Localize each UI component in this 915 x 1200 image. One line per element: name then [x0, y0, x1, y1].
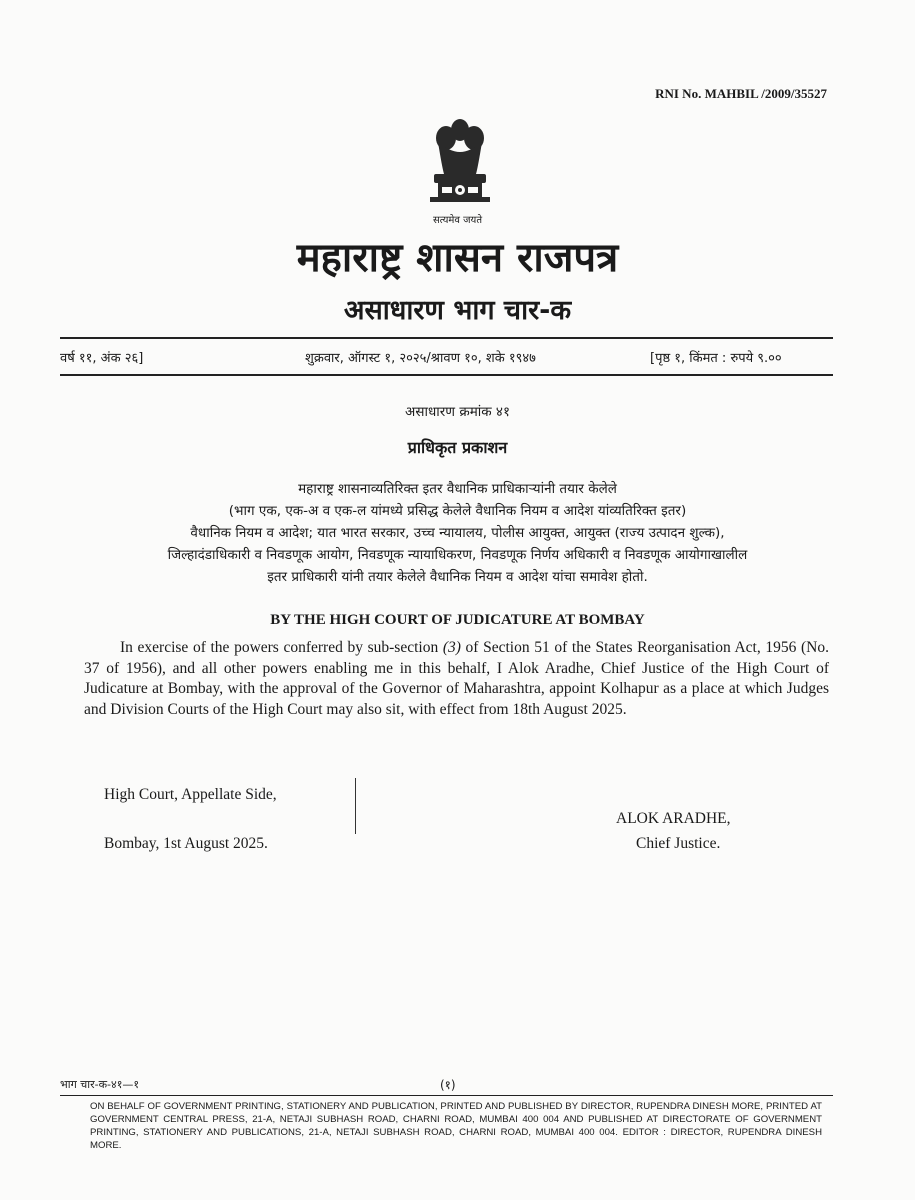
state-emblem-icon [420, 112, 500, 222]
notice-line: महाराष्ट्र शासनाव्यतिरिक्त इतर वैधानिक प्राधिकाऱ्यांनी तयार केलेले [298, 481, 617, 497]
notice-line: जिल्हादंडाधिकारी व निवडणूक आयोग, निवडणूक न्यायाधिकरण, निवडणूक निर्णय अधिकारी व निवडणूक आयोगाखालील [167, 547, 748, 563]
order-text-rest: of Section 51 of the States Reorganisation Act, 1956 (No. 37 of 1956), and all other powers enabling me in this behalf, I Alok Aradhe, Chief Justice of the High Court of Judicature at Bombay, with the approval of the Governor of Maharashtra, appoint Kolhapur as a place at which Judges and Division Courts of the High Court may also sit, with effect from 18th August 2025. [84, 639, 829, 718]
authorised-publication: प्राधिकृत प्रकाशन [407, 438, 508, 457]
court-heading: BY THE HIGH COURT OF JUDICATURE AT BOMBAY [270, 612, 645, 628]
notice-line: इतर प्राधिकारी यांनी तयार केलेले वैधानिक नियम व आदेश यांचा समावेश होतो. [267, 569, 648, 585]
footer-rule [60, 1095, 833, 1096]
gazette-title: महाराष्ट्र शासन राजपत्र [296, 235, 619, 281]
page-number: (१) [440, 1078, 456, 1092]
extraordinary-number: असाधारण क्रमांक ४१ [405, 404, 510, 420]
national-motto: सत्यमेव जयते [432, 215, 483, 226]
volume-issue: वर्ष ११, अंक २६] [60, 351, 144, 366]
rni-number: RNI No. MAHBIL /2009/35527 [655, 86, 827, 101]
signatory-title: Chief Justice. [636, 835, 721, 852]
signature-divider [355, 778, 356, 834]
notice-line: (भाग एक, एक-अ व एक-ल यांमध्ये प्रसिद्ध केलेले वैधानिक नियम व आदेश यांव्यतिरिक्त इतर) [228, 503, 687, 519]
order-body [84, 638, 829, 720]
page-reference: भाग चार-क-४१—१ [60, 1078, 140, 1091]
printer-imprint: ON BEHALF OF GOVERNMENT PRINTING, STATIONERY AND PUBLICATION, PRINTED AND PUBLISHED BY DIRECTOR, RUPENDRA DINESH MORE, PRINTED AT GOVERNMENT CENTRAL PRESS, 21-A, NETAJI SUBHASH ROAD, CHARNI ROAD, MUMBAI 400 004 AND PUBLISHED AT DIRECTORATE OF GOVERNMENT PRINTING, STATIONERY AND PUBLICATIONS, 21-A, NETAJI SUBHASH ROAD, CHARNI ROAD, MUMBAI 400 004. EDITOR : DIRECTOR, RUPENDRA DINESH MORE. [90, 1101, 822, 1151]
page-price: [पृष्ठ १, किंमत : रुपये ९.०० [650, 351, 782, 366]
notice-line: वैधानिक नियम व आदेश; यात भारत सरकार, उच्च न्यायालय, पोलीस आयुक्त, आयुक्त (राज्य उत्पादन शुल्क), [190, 525, 725, 541]
subsection-clause: (3) [442, 639, 461, 656]
signature-date: Bombay, 1st August 2025. [104, 835, 268, 852]
signature-place: High Court, Appellate Side, [104, 786, 277, 803]
header-rule-bottom [60, 374, 833, 376]
notice-description [0, 478, 915, 588]
signatory-name: ALOK ARADHE, [616, 810, 731, 827]
header-rule-top [60, 337, 833, 339]
order-text-start: In exercise of the powers conferred by sub-section [120, 639, 443, 656]
gazette-subtitle: असाधारण भाग चार-क [343, 295, 572, 326]
issue-date: शुक्रवार, ऑगस्ट १, २०२५/श्रावण १०, शके १९४७ [305, 351, 536, 366]
